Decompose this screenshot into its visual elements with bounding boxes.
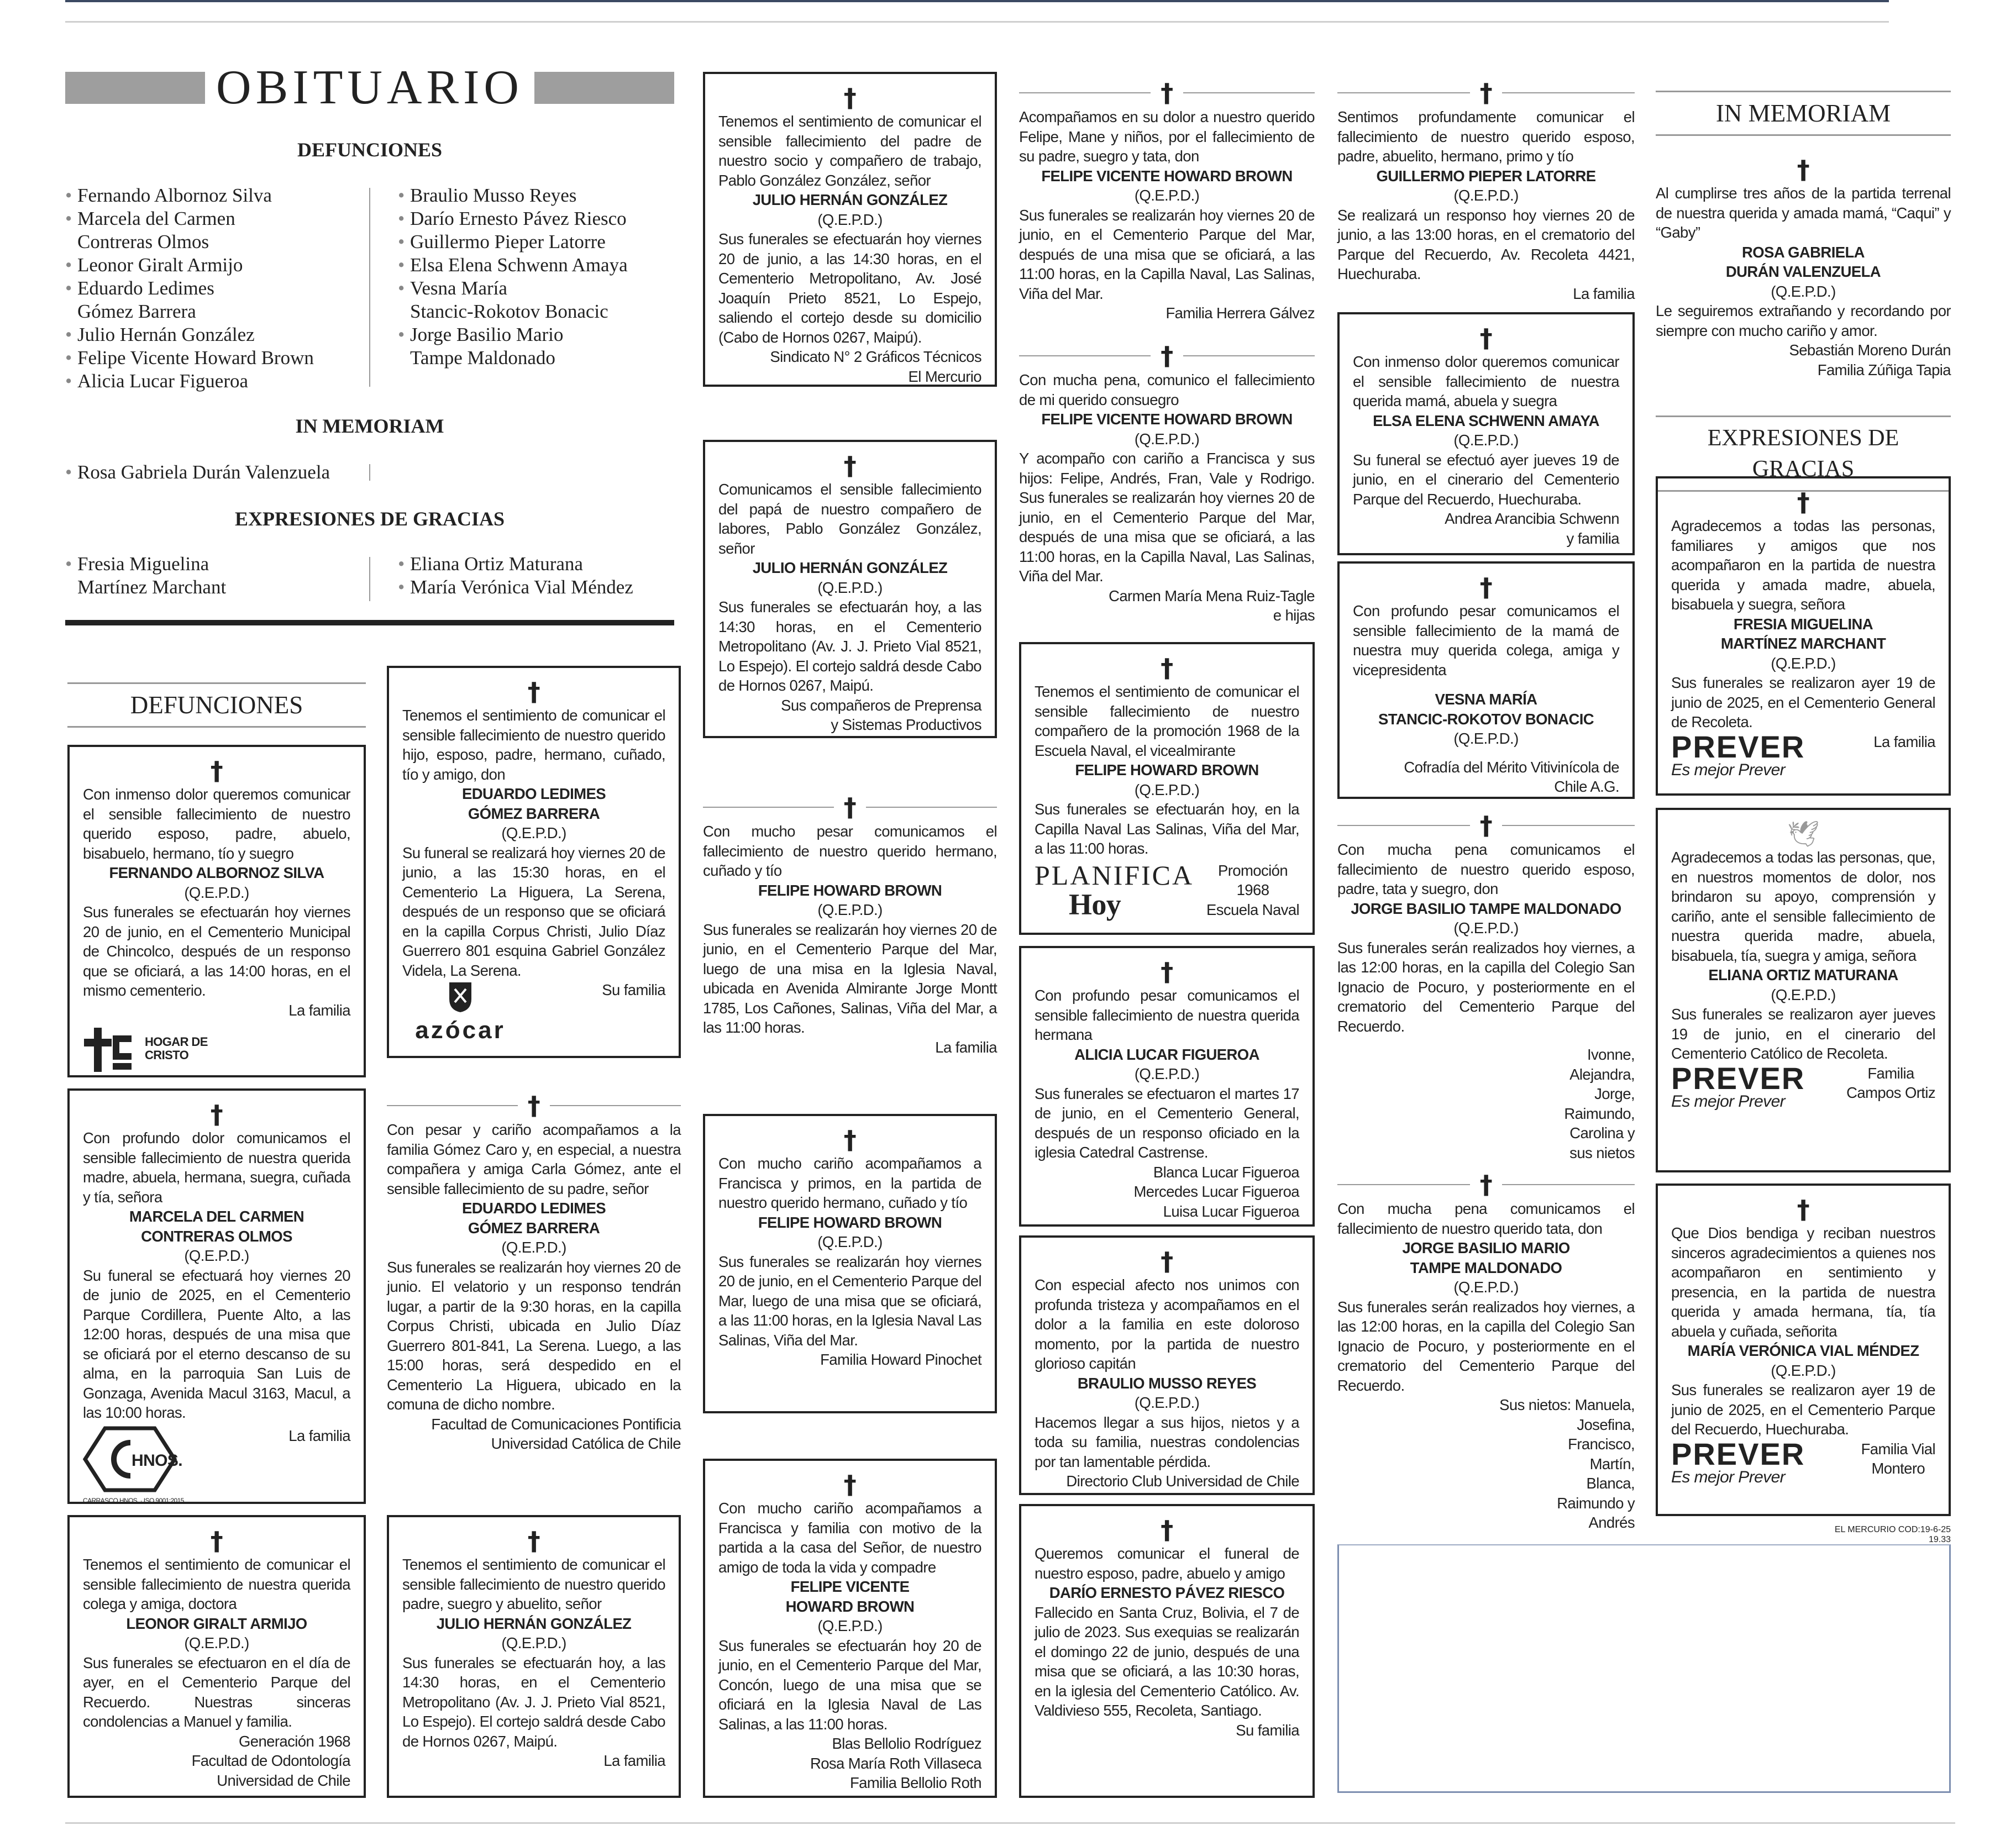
notice-body: Sus funerales se realizarán hoy viernes 20 de junio. El velatorio y un responso tendrán lugar, a partir de la 9:30 horas, en la capilla Corpus Christi, ubicada en Julio Díaz Guerrero 801-841, La Serena. Luego, a las 15:00 horas, será despedido en el Cementerio La Higuera, ubicado en la comuna de dicho nombre.	[387, 1258, 681, 1413]
cross-icon: †	[1161, 653, 1173, 683]
notice-body: Su funeral se realizará hoy viernes 20 de junio, a las 15:30 horas, en el Cementerio La Higuera, La Serena, después de un responso que se oficiará en la capilla Corpus Christi, Julio Díaz Guerrero 801 esquina Gabriel González Videla, La Serena.	[402, 844, 665, 979]
signature: Familia Herrera Gálvez	[1166, 304, 1315, 322]
signature: Andrea Arancibia Schwenn	[1445, 510, 1619, 527]
cross-icon: †	[527, 677, 540, 707]
notice-body: Sus funerales se realizaron ayer jueves 19 de junio, en el cinerario del Cementerio Católico de Recoleta.	[1671, 1006, 1935, 1062]
notice-text: Con inmenso dolor queremos comunicar el sensible fallecimiento de nuestro querido esposo, padre, abuelo, bisabuelo, hermano, tío y suegro	[83, 786, 350, 862]
logo-tagline: Es mejor Prever	[1671, 1467, 1786, 1486]
index-divider	[369, 464, 370, 481]
signature: Sindicato N° 2 Gráficos Técnicos	[770, 348, 981, 365]
cross-icon: †	[527, 1091, 540, 1121]
index-item: • Guillermo Pieper Latorre	[398, 230, 628, 254]
notice-felipe-howard-b	[703, 1114, 997, 1413]
notice-separator	[387, 1091, 681, 1120]
deceased-name: ELIANA ORTIZ MATURANA	[1708, 966, 1898, 983]
notice-text: Con mucha pena comunicamos el fallecimiento de nuestro querido esposo, padre, tata y suegro, don	[1337, 841, 1635, 897]
deceased-name: FELIPE VICENTE	[790, 1578, 910, 1595]
deceased-name: FELIPE HOWARD BROWN	[1075, 761, 1259, 779]
notice-julio-gonzalez-2	[703, 440, 997, 738]
notice-separator	[1337, 811, 1635, 840]
signature: Sebastián Moreno Durán	[1789, 341, 1951, 359]
notice-body: Fallecido en Santa Cruz, Bolivia, el 7 de julio de 2023. Sus exequias se realizarán el domingo 22 de junio, después de una misa que se oficiará, a las 10:30 horas, en la iglesia del Cementerio Católico. Av. Valdivieso 555, Recoleta, Santiago.	[1035, 1603, 1299, 1719]
deceased-name: EDUARDO LEDIMES	[462, 785, 606, 802]
index-item: • Fernando Albornoz Silva	[65, 184, 314, 207]
cross-icon: †	[1479, 811, 1493, 840]
deceased-name: ROSA GABRIELA	[1742, 243, 1865, 261]
cross-icon: †	[210, 1526, 223, 1556]
qepd: (Q.E.P.D.)	[501, 824, 566, 841]
bottom-rule	[65, 1822, 1955, 1824]
index-item: Stancic-Rokotov Bonacic	[410, 301, 608, 322]
cross-icon: †	[1479, 1170, 1493, 1200]
notice-dario-pavez	[1019, 1504, 1315, 1798]
signature: Josefina,	[1577, 1416, 1635, 1433]
notice-body: Su funeral se efectuó ayer jueves 19 de junio, en el cinerario del Cementerio Parque del Recuerdo, Huechuraba.	[1353, 451, 1619, 508]
logo-text: Hoy	[1069, 887, 1121, 921]
index-item: • Fresia Miguelina	[65, 553, 226, 576]
prever-logo	[1671, 1060, 1805, 1111]
azocar-logo	[402, 980, 518, 1043]
signature: La familia	[1873, 733, 1935, 750]
signature: Promoción	[1217, 861, 1288, 879]
index-item: • Eliana Ortiz Maturana	[398, 553, 633, 576]
prever-logo	[1671, 729, 1805, 779]
title-bar-left	[65, 72, 205, 104]
signature: Cofradía del Mérito Vitivinícola de	[1404, 758, 1619, 776]
index-item: • Vesna María	[398, 277, 628, 300]
signature: Familia Bellolio Roth	[849, 1774, 981, 1791]
signature: Mercedes Lucar Figueroa	[1133, 1183, 1299, 1200]
signature: y familia	[1566, 529, 1619, 547]
notice-separator	[1019, 341, 1315, 370]
notice-body: Sus funerales se realizarán hoy viernes 20 de junio, en el Cementerio Parque del Mar, después de una misa que se oficiará, a las 11:00 horas, en la Capilla Naval, Las Salinas, Viña del Mar.	[1019, 206, 1315, 302]
cross-icon: †	[843, 1125, 857, 1155]
index-item: • Julio Hernán González	[65, 323, 314, 346]
notice-body: Sus funerales se realizarán hoy viernes 20 de junio, en el Cementerio Parque del Mar, luego de una misa en la Iglesia Naval, ubicada en Avenida Almirante Jorge Montt 1785, Los Cañones, Salinas, Viña del Mar, a las 11:00 horas.	[703, 921, 997, 1036]
index-gracias-left	[65, 553, 226, 599]
notice-body: Sus funerales se efectuarán hoy, en la Capilla Naval Las Salinas, Viña del Mar, a las 11:00 horas.	[1035, 801, 1299, 857]
deceased-name: GUILLERMO PIEPER LATORRE	[1376, 167, 1596, 185]
notice-text: Con profundo pesar comunicamos el sensible fallecimiento de la mamá de nuestra muy querida colega, amiga y vicepresidenta	[1353, 602, 1619, 678]
notice-body: Sus funerales se efectuaron en el día de ayer, en el Cementerio Parque del Recuerdo. Nuestras sinceras condolencias a Manuel y familia.	[83, 1654, 350, 1730]
signature: y Sistemas Productivos	[831, 716, 981, 733]
prever-logo	[1671, 1436, 1805, 1486]
signature: La familia	[288, 1427, 350, 1444]
signature: Ivonne,	[1587, 1046, 1635, 1063]
deceased-name: FERNANDO ALBORNOZ SILVA	[109, 864, 324, 881]
deceased-name: FELIPE VICENTE HOWARD BROWN	[1041, 411, 1293, 428]
notice-jorge-tampe-2	[1337, 1170, 1635, 1533]
notice-alicia-lucar	[1019, 946, 1315, 1227]
carrasco-hnos-icon	[83, 1426, 183, 1492]
index-item: Contreras Olmos	[77, 231, 209, 253]
hogar-de-cristo-icon	[83, 1022, 138, 1075]
deceased-name: ALICIA LUCAR FIGUEROA	[1074, 1045, 1259, 1063]
logo-text: HNOS.	[132, 1451, 183, 1470]
logo-text: PREVER	[1671, 1060, 1805, 1096]
signature: Campos Ortiz	[1846, 1084, 1935, 1101]
qepd: (Q.E.P.D.)	[501, 1634, 566, 1651]
index-item: • Leonor Giralt Armijo	[65, 254, 314, 277]
notice-text: Al cumplirse tres años de la partida terrenal de nuestra querida y amada mamá, “Caqui” y “Gaby”	[1656, 185, 1951, 241]
index-defunciones-right	[398, 184, 628, 370]
qepd: (Q.E.P.D.)	[1771, 986, 1836, 1003]
index-item: • Braulio Musso Reyes	[398, 184, 628, 207]
logo-text: PREVER	[1671, 1436, 1805, 1471]
notice-text: Con mucha pena comunicamos el fallecimiento de nuestro querido tata, don	[1337, 1200, 1635, 1237]
qepd: (Q.E.P.D.)	[1134, 781, 1200, 798]
notice-body: Hacemos llegar a sus hijos, nietos y a toda su familia, nuestras condolencias por tan lamentable pérdida.	[1035, 1413, 1299, 1470]
index-divider	[369, 188, 370, 387]
notice-eduardo-ledimes-1	[387, 666, 681, 1058]
qepd: (Q.E.P.D.)	[1134, 1065, 1200, 1082]
qepd: (Q.E.P.D.)	[817, 901, 883, 918]
index-gracias-head: EXPRESIONES DE GRACIAS	[234, 508, 505, 530]
notice-body: Sus funerales se efectuarán hoy viernes 20 de junio, a las 14:30 horas, en el Cementerio Metropolitano, Av. José Joaquín Prieto 8521, Lo Espejo, saliendo el cortejo desde su domicilio (Cabo de Hornos 0267, Maipú).	[718, 230, 981, 346]
signature: Su familia	[602, 981, 665, 998]
section-title: EXPRESIONES DE GRACIAS	[1707, 425, 1899, 482]
signature: Alejandra,	[1569, 1065, 1635, 1083]
notice-text: Agradecemos a todas las personas, que, en nuestros momentos de dolor, nos brindaron su apoyo, comprensión y cariño, ante el sensible fallecimiento de nuestra querida madre, abuela, bisabuela, tía, suegra y amiga, señora	[1671, 849, 1935, 964]
signature: Carolina y	[1569, 1124, 1635, 1142]
deceased-name: FRESIA MIGUELINA	[1733, 615, 1873, 633]
deceased-name: JULIO HERNÁN GONZÁLEZ	[436, 1614, 632, 1632]
notice-text: Con mucho pesar comunicamos el fallecimiento de nuestro querido hermano, cuñado y tío	[703, 823, 997, 879]
qepd: (Q.E.P.D.)	[1134, 1394, 1200, 1411]
notice-eliana-ortiz	[1656, 808, 1951, 1172]
index-item: • María Verónica Vial Méndez	[398, 576, 633, 599]
logo-tagline: Es mejor Prever	[1671, 760, 1786, 779]
notice-text: Tenemos el sentimiento de comunicar el sensible fallecimiento de nuestro querido hijo, esposo, padre, hermano, cuñado, tío y amigo, don	[402, 707, 665, 783]
notice-julio-gonzalez-1	[703, 72, 997, 387]
notice-fresia-martinez	[1656, 476, 1951, 796]
cross-icon: †	[843, 792, 857, 822]
index-defunciones-left	[65, 184, 314, 393]
qepd: (Q.E.P.D.)	[184, 883, 249, 901]
qepd: (Q.E.P.D.)	[1453, 1279, 1519, 1296]
cross-icon: †	[1479, 78, 1493, 108]
index-gracias-right	[398, 553, 633, 599]
signature: Su familia	[1236, 1721, 1299, 1739]
deceased-name: MARTÍNEZ MARCHANT	[1720, 635, 1886, 652]
notice-text: Con mucha pena, comunico el fallecimiento de mi querido consuegro	[1019, 371, 1315, 408]
notice-separator	[1019, 78, 1315, 107]
index-item: • Elsa Elena Schwenn Amaya	[398, 254, 628, 277]
notice-eduardo-ledimes-2	[387, 1091, 681, 1454]
signature: Escuela Naval	[1206, 901, 1299, 918]
notice-text: Con profundo pesar comunicamos el sensible fallecimiento de nuestra querida hermana	[1035, 987, 1299, 1043]
notice-elsa-schwenn	[1337, 312, 1635, 555]
deceased-name: BRAULIO MUSSO REYES	[1077, 1374, 1257, 1392]
cross-icon: †	[1797, 155, 1810, 185]
notice-guillermo-pieper	[1337, 78, 1635, 303]
qepd: (Q.E.P.D.)	[1134, 187, 1200, 204]
notice-text: Con especial afecto nos unimos con profunda tristeza y acompañamos en el dolor a la familia en este doloroso momento, por la partida de nuestro glorioso capitán	[1035, 1276, 1299, 1372]
notice-vesna-stancic	[1337, 561, 1635, 799]
notice-jorge-tampe-1	[1337, 811, 1635, 1163]
notice-maria-vial	[1656, 1184, 1951, 1516]
notice-felipe-howard-e	[1019, 341, 1315, 625]
signature: Blanca,	[1586, 1475, 1635, 1492]
notice-body: Sus funerales se realizaron ayer 19 de junio de 2025, en el Cementerio Parque del Recuerdo, Huechuraba.	[1671, 1381, 1935, 1438]
logo-text: HOGAR DE CRISTO	[145, 1035, 208, 1062]
section-title: IN MEMORIAM	[1715, 99, 1891, 127]
signature: Carmen María Mena Ruiz-Tagle	[1109, 587, 1315, 604]
signature: Familia Zúñiga Tapia	[1817, 361, 1951, 378]
qepd: (Q.E.P.D.)	[1453, 730, 1519, 747]
carrasco-logo	[83, 1426, 184, 1505]
index-item: • Eduardo Ledimes	[65, 277, 314, 300]
notice-text: Tenemos el sentimiento de comunicar el sensible fallecimiento del padre de nuestro socio y compañero de trabajo, Pablo González González, señor	[718, 113, 981, 189]
logo-caption: CARRASCO HNOS. · ISO 9001:2015	[83, 1497, 184, 1505]
deceased-name: JORGE BASILIO MARIO	[1402, 1239, 1570, 1256]
signature: Directorio Club Universidad de Chile	[1066, 1472, 1299, 1490]
deceased-name: MARCELA DEL CARMEN	[129, 1208, 305, 1225]
logo-tagline: Es mejor Prever	[1671, 1092, 1786, 1111]
signature: Luisa Lucar Figueroa	[1163, 1202, 1299, 1220]
qepd: (Q.E.P.D.)	[1771, 1361, 1836, 1379]
deceased-name: DURÁN VALENZUELA	[1725, 263, 1881, 280]
deceased-name: MARÍA VERÓNICA VIAL MÉNDEZ	[1687, 1342, 1919, 1359]
cross-icon: †	[527, 1526, 540, 1556]
deceased-name: EDUARDO LEDIMES	[462, 1200, 606, 1217]
notice-text: Con profundo dolor comunicamos el sensible fallecimiento de nuestra querida madre, abuela, hermana, suegra, cuñada y tía, señora	[83, 1129, 350, 1206]
cross-icon: †	[1161, 957, 1173, 987]
signature: Martín,	[1589, 1455, 1635, 1472]
notice-text: Que Dios bendiga y reciban nuestros sinceros agradecimientos a quienes nos acompañaron en sentimiento y presencia, en la partida de nuestra querida y amada hermana, tía, tía abuela y cuñada, señorita	[1671, 1224, 1935, 1340]
notice-body: Sus funerales se efectuarán hoy viernes 20 de junio, en el Cementerio Municipal de Chincolco, después de un responso que se oficiará, a las 14:00 horas, en el mismo cementerio.	[83, 903, 350, 999]
deceased-name: JULIO HERNÁN GONZÁLEZ	[752, 191, 948, 208]
cross-icon: †	[1161, 1246, 1173, 1276]
notice-text: Sentimos profundamente comunicar el fallecimiento de nuestro querido esposo, padre, abuelito, hermano, primo y tío	[1337, 108, 1635, 165]
deceased-name: FELIPE HOWARD BROWN	[758, 1213, 942, 1231]
crest-icon	[447, 980, 474, 1013]
deceased-name: ELSA ELENA SCHWENN AMAYA	[1373, 412, 1599, 429]
section-defunciones	[67, 682, 366, 728]
signature: Raimundo,	[1564, 1104, 1635, 1122]
signature: La familia	[288, 1001, 350, 1019]
notice-felipe-howard-f	[1019, 642, 1315, 935]
qepd: (Q.E.P.D.)	[1771, 654, 1836, 672]
notice-text: Tenemos el sentimiento de comunicar el sensible fallecimiento de nuestra querida colega y amiga, doctora	[83, 1556, 350, 1612]
index-item: • Felipe Vicente Howard Brown	[65, 346, 314, 370]
notice-rosa-duran	[1656, 156, 1951, 380]
notice-body: Sus funerales se realizaron ayer 19 de junio de 2025, en el Cementerio General de Recoleta.	[1671, 674, 1935, 730]
deceased-name: STANCIC-ROKOTOV BONACIC	[1378, 710, 1594, 728]
signature: Francisco,	[1568, 1435, 1635, 1453]
index-item: • Marcela del Carmen	[65, 207, 314, 230]
signature: El Mercurio	[908, 367, 981, 385]
qepd: (Q.E.P.D.)	[184, 1247, 249, 1264]
signature: Familia Vial	[1861, 1440, 1935, 1458]
signature: Familia	[1867, 1064, 1914, 1082]
signature: La familia	[1573, 285, 1635, 302]
signature: La familia	[935, 1038, 997, 1056]
notice-felipe-howard-c	[703, 1459, 997, 1798]
cross-icon: †	[1161, 78, 1173, 108]
qepd: (Q.E.P.D.)	[817, 578, 883, 596]
cross-icon: †	[1797, 1195, 1810, 1224]
notice-body: Sus funerales se realizarán hoy viernes 20 de junio, en el Cementerio Parque del Mar, luego de una misa que se oficiará, a las 11:00 horas, en la Iglesia Naval Las Salinas, Viña del Mar.	[718, 1253, 981, 1349]
signature: Facultad de Odontología	[191, 1752, 350, 1769]
signature: e hijas	[1273, 607, 1315, 624]
index-item: • Jorge Basilio Mario	[398, 323, 628, 346]
signature: Familia Howard Pinochet	[820, 1351, 981, 1368]
notice-julio-gonzalez-3	[387, 1515, 681, 1798]
notice-separator	[1337, 1170, 1635, 1199]
notice-body: Sus funerales se efectuaron el martes 17 de junio, en el Cementerio General, después de un responso oficiado en la iglesia Catedral Castrense.	[1035, 1085, 1299, 1161]
cross-icon: †	[1479, 572, 1493, 602]
notice-text: Comunicamos el sensible fallecimiento del papá de nuestro compañero de labores, Pablo González González, señor	[718, 481, 981, 557]
deceased-name: GÓMEZ BARRERA	[468, 804, 600, 822]
top-rule-thin	[65, 21, 1889, 23]
index-item: • Darío Ernesto Pávez Riesco	[398, 207, 628, 230]
deceased-name: GÓMEZ BARRERA	[468, 1219, 600, 1237]
deceased-name: DARÍO ERNESTO PÁVEZ RIESCO	[1049, 1584, 1285, 1601]
qepd: (Q.E.P.D.)	[817, 211, 883, 228]
notice-braulio-musso	[1019, 1235, 1315, 1495]
hogar-de-cristo-logo	[83, 1022, 350, 1075]
notice-separator	[703, 793, 997, 822]
deceased-name: VESNA MARÍA	[1435, 691, 1537, 708]
signature: Chile A.G.	[1554, 778, 1619, 795]
section-title: DEFUNCIONES	[130, 691, 303, 719]
notice-text: Con inmenso dolor queremos comunicar el sensible fallecimiento de nuestra querida mamá, abuela y suegra	[1353, 353, 1619, 409]
index-defunciones-head: DEFUNCIONES	[297, 139, 443, 161]
notice-text: Tenemos el sentimiento de comunicar el sensible fallecimiento de nuestro querido padre, suegro y abuelito, señor	[402, 1556, 665, 1612]
index-memoriam-head: IN MEMORIAM	[295, 415, 444, 437]
notice-marcela-contreras	[67, 1088, 366, 1504]
signature: Rosa María Roth Villaseca	[810, 1754, 981, 1772]
ad-space	[1337, 1544, 1951, 1793]
notice-separator	[1337, 78, 1635, 107]
planifica-hoy-logo	[1035, 861, 1194, 919]
notice-text: Queremos comunicar el funeral de nuestro esposo, padre, abuelo y amigo	[1035, 1545, 1299, 1582]
qepd: (Q.E.P.D.)	[1453, 187, 1519, 204]
notice-body: Sus funerales serán realizados hoy viernes, a las 12:00 horas, en la capilla del Colegio San Ignacio de Pocuro, y posteriormente en el crematorio del Cementerio Parque del Recuerdo.	[1337, 1298, 1635, 1394]
signature: Universidad de Chile	[217, 1771, 350, 1789]
notice-text: Con mucho cariño acompañamos a Francisca y primos, en la partida de nuestro querido hermano, cuñado y tío	[718, 1155, 981, 1211]
index-item: Gómez Barrera	[77, 301, 196, 322]
cross-icon: †	[1797, 487, 1810, 517]
signature: Sus compañeros de Preprensa	[781, 696, 981, 714]
notice-body: Sus funerales se efectuarán hoy, a las 14:30 horas, en el Cementerio Metropolitano (Av. J. J. Prieto Vial 8521, Lo Espejo). El cortejo saldrá desde Cabo de Hornos 0267, Maipú.	[402, 1654, 665, 1750]
notice-body: Le seguiremos extrañando y recordando por siempre con mucho cariño y amor.	[1656, 302, 1951, 339]
notice-text: Con mucho cariño acompañamos a Francisca y familia con motivo de la partida a la casa del Señor, de nuestro amigo de toda la vida y compadre	[718, 1500, 981, 1576]
index-bottom-rule	[65, 620, 674, 625]
qepd: (Q.E.P.D.)	[1453, 919, 1519, 937]
notice-body: Sus funerales serán realizados hoy viernes, a las 12:00 horas, en la capilla del Colegio San Ignacio de Pocuro, y posteriormente en el crematorio del Cementerio Parque del Recuerdo.	[1337, 939, 1635, 1035]
deceased-name: FELIPE HOWARD BROWN	[758, 881, 942, 899]
qepd: (Q.E.P.D.)	[184, 1634, 249, 1651]
cross-icon: †	[210, 756, 223, 786]
top-rule	[65, 0, 1889, 2]
signature: Raimundo y	[1557, 1494, 1635, 1512]
notice-felipe-howard-d	[1019, 78, 1315, 323]
signature: Facultad de Comunicaciones Pontificia	[431, 1415, 681, 1433]
page-credit: EL MERCURIO COD:19-6-25 19.33	[1834, 1525, 1951, 1544]
notice-felipe-howard-a	[703, 793, 997, 1057]
signature: Blanca Lucar Figueroa	[1153, 1163, 1299, 1181]
qepd: (Q.E.P.D.)	[1453, 432, 1519, 449]
index-item: Tampe Maldonado	[410, 347, 555, 369]
logo-text: PREVER	[1671, 729, 1805, 764]
notice-body: Sus funerales se efectuarán hoy 20 de junio, en el Cementerio Parque del Mar, Concón, luego de una misa que se oficiará en la Iglesia Naval de Las Salinas, a las 11:00 horas.	[718, 1637, 981, 1733]
signature: Montero	[1871, 1460, 1925, 1477]
index-item: Martínez Marchant	[77, 576, 227, 598]
deceased-name: FELIPE VICENTE HOWARD BROWN	[1041, 167, 1293, 185]
qepd: (Q.E.P.D.)	[817, 1617, 883, 1634]
cross-icon: †	[1479, 323, 1493, 353]
deceased-name: TAMPE MALDONADO	[1410, 1259, 1562, 1276]
signature: Universidad Católica de Chile	[491, 1435, 681, 1452]
cross-icon: †	[1161, 1515, 1173, 1545]
notice-body: Su funeral se efectuará hoy viernes 20 de junio de 2025, en el Cementerio Parque Cordillera, Puente Alto, a las 12:00 horas, después de una misa que se oficiará por el eterno descanso de su alma, en la parroquia San Luis de Gonzaga, Avenida Macul 3163, Macul, a las 10:00 horas.	[83, 1266, 350, 1421]
cross-icon: †	[843, 83, 857, 113]
notice-text: Tenemos el sentimiento de comunicar el sensible fallecimiento de nuestro compañero de la promoción 1968 de la Escuela Naval, el vicealmirante	[1035, 683, 1299, 759]
deceased-name: JULIO HERNÁN GONZÁLEZ	[752, 559, 948, 576]
signature: La familia	[603, 1752, 665, 1769]
index-item: • Rosa Gabriela Durán Valenzuela	[65, 461, 330, 484]
signature: Blas Bellolio Rodríguez	[832, 1735, 981, 1752]
cross-icon: †	[843, 451, 857, 481]
title-band	[65, 61, 674, 114]
notice-body: Se realizará un responso hoy viernes 20 de junio, a las 13:00 horas, en el crematorio del Parque del Recuerdo, Av. Recoleta 4421, Huechuraba.	[1337, 206, 1635, 282]
logo-text: PLANIFICA	[1035, 859, 1194, 891]
qepd: (Q.E.P.D.)	[501, 1239, 566, 1256]
notice-text: Con pesar y cariño acompañamos a la familia Gómez Caro y, en especial, a nuestra compañera y amiga Carla Gómez, ante el sensible fallecimiento de su padre, señor	[387, 1121, 681, 1197]
deceased-name: HOWARD BROWN	[785, 1597, 915, 1615]
index-item: • Alicia Lucar Figueroa	[65, 370, 314, 393]
cross-icon: †	[843, 1470, 857, 1500]
notice-body: Sus funerales se efectuarán hoy, a las 14:30 horas, en el Cementerio Metropolitano (Av. J. J. Prieto Vial 8521, Lo Espejo). El cortejo saldrá desde Cabo de Hornos 0267, Maipú.	[718, 598, 981, 694]
signature: Generación 1968	[239, 1732, 350, 1750]
title-bar-right	[534, 72, 674, 104]
dove-icon: 🕊	[1787, 819, 1819, 849]
deceased-name: CONTRERAS OLMOS	[141, 1227, 292, 1245]
deceased-name: LEONOR GIRALT ARMIJO	[126, 1614, 307, 1632]
logo-text: azócar	[415, 1016, 506, 1044]
index-memoriam	[65, 461, 330, 484]
notice-fernando-albornoz	[67, 745, 366, 1077]
section-in-memoriam	[1656, 91, 1951, 136]
index-divider	[369, 557, 370, 601]
notice-leonor-giralt	[67, 1515, 366, 1798]
deceased-name: JORGE BASILIO TAMPE MALDONADO	[1351, 900, 1621, 917]
signature: Andrés	[1588, 1514, 1635, 1531]
notice-body: Y acompaño con cariño a Francisca y sus hijos: Felipe, Andrés, Fran, Vale y Rodrigo. Sus funerales se realizarán hoy viernes 20 de junio, en el Cementerio Parque del Mar, después de una misa que se oficiará, a las 11:00 horas, en la Capilla Naval, Las Salinas, Viña del Mar.	[1019, 450, 1315, 585]
page-title: OBITUARIO	[216, 61, 523, 114]
signature: sus nietos	[1569, 1144, 1635, 1161]
signature: Sus nietos: Manuela,	[1499, 1396, 1635, 1413]
signature: Jorge,	[1594, 1085, 1635, 1102]
cross-icon: †	[210, 1100, 223, 1129]
signature: 1968	[1236, 881, 1269, 898]
qepd: (Q.E.P.D.)	[1771, 282, 1836, 300]
qepd: (Q.E.P.D.)	[817, 1233, 883, 1250]
cross-icon: †	[1161, 341, 1173, 371]
notice-text: Agradecemos a todas las personas, familiares y amigos que nos acompañaron en la partida de nuestra querida y amada madre, abuela, bisabuela y suegra, señora	[1671, 517, 1935, 613]
qepd: (Q.E.P.D.)	[1134, 430, 1200, 448]
notice-text: Acompañamos en su dolor a nuestro querido Felipe, Mane y niños, por el fallecimiento de su padre, suegro y tata, don	[1019, 108, 1315, 165]
